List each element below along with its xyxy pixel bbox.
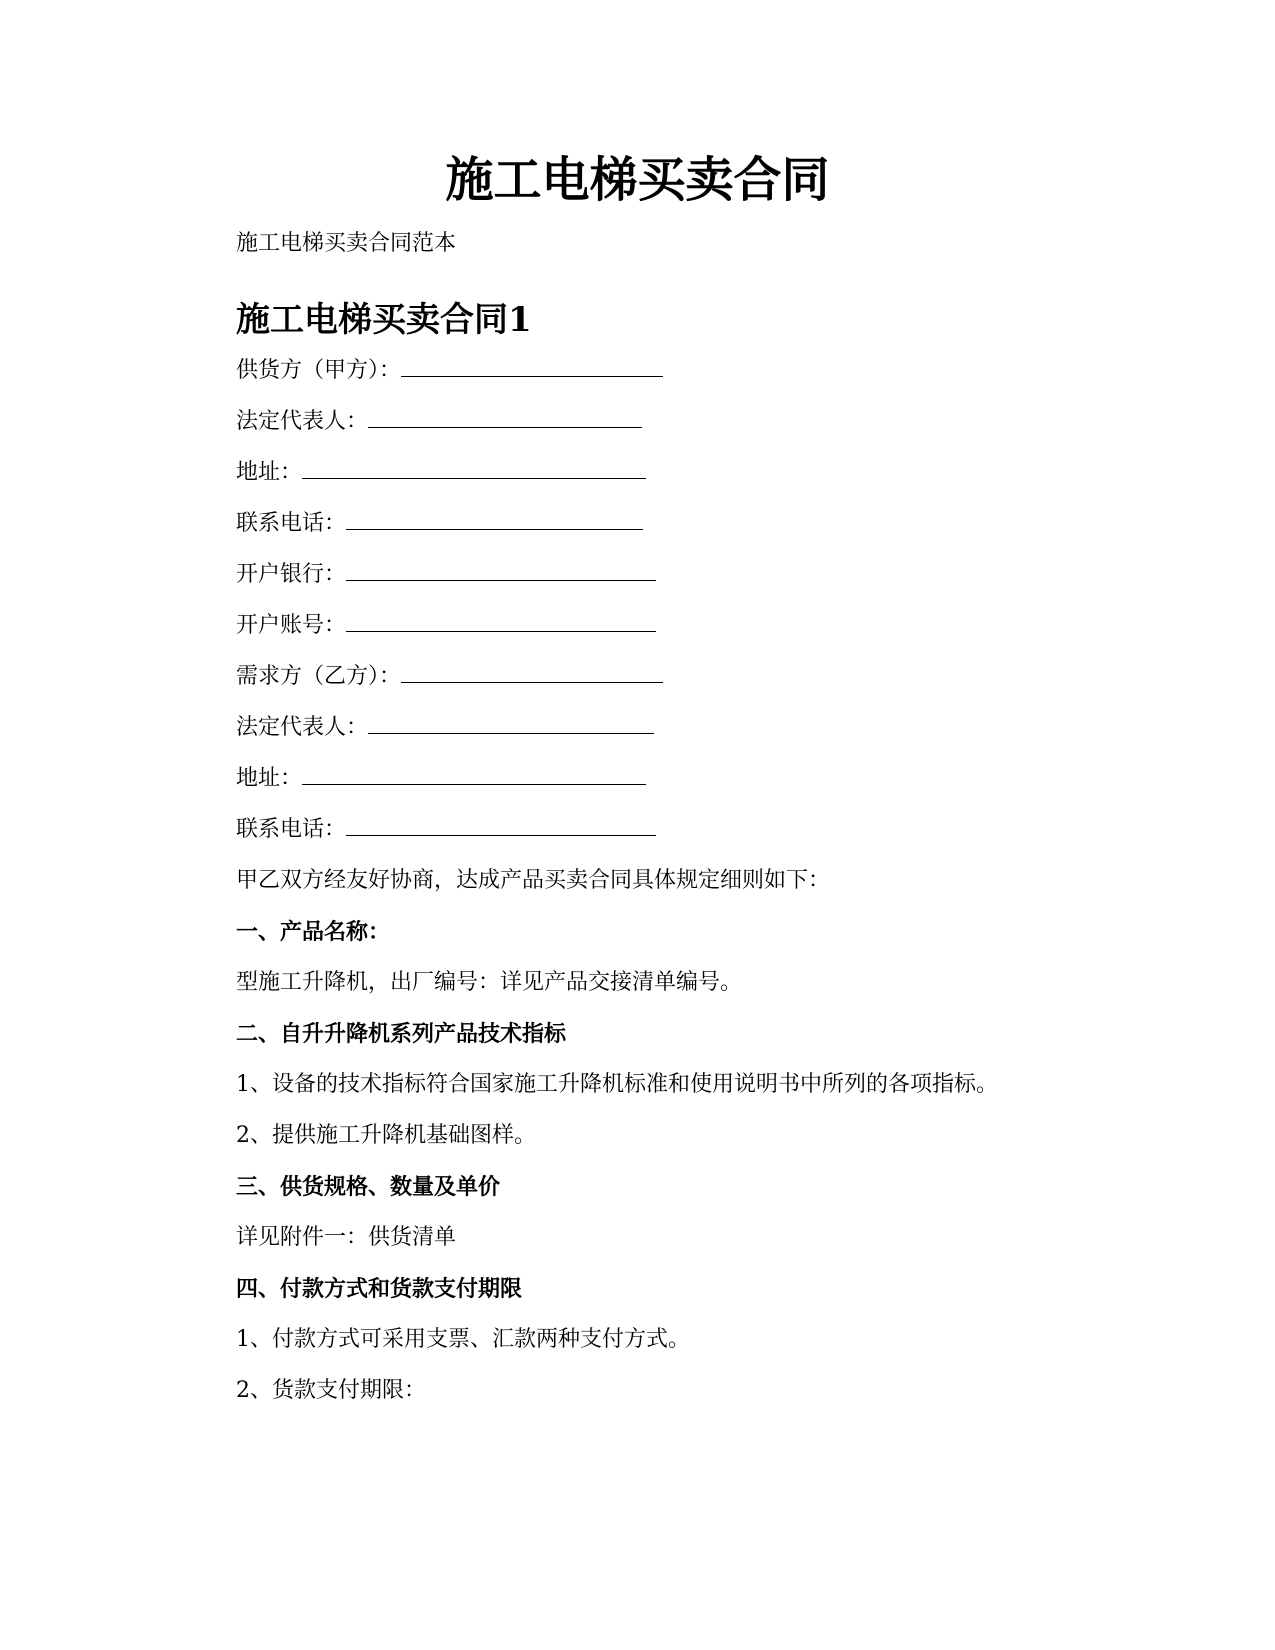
field-label: 地址： [236, 460, 303, 485]
field-label: 供货方（甲方）： [236, 358, 402, 383]
field-label: 地址： [236, 766, 303, 791]
section-2-item-1: 1、设备的技术指标符合国家施工升降机标准和使用说明书中所列的各项指标。 [236, 1072, 998, 1097]
field-supplier-rep [236, 407, 642, 437]
field-buyer-phone [236, 815, 656, 845]
field-label: 法定代表人： [236, 409, 369, 434]
field-buyer-rep [236, 713, 654, 743]
field-buyer-address [236, 764, 646, 794]
section-3-heading: 三、供货规格、数量及单价 [236, 1174, 501, 1200]
blank-line [368, 713, 654, 734]
section-2-heading: 二、自升升降机系列产品技术指标 [236, 1021, 567, 1047]
section-4-heading: 四、付款方式和货款支付期限 [236, 1276, 523, 1302]
field-supplier-address [236, 458, 646, 488]
field-supplier-account [236, 611, 656, 641]
field-buyer [236, 662, 663, 692]
section-2-item-2: 2、提供施工升降机基础图样。 [236, 1123, 536, 1148]
intro-paragraph: 甲乙双方经友好协商，达成产品买卖合同具体规定细则如下： [236, 868, 831, 893]
field-supplier-phone [236, 509, 643, 539]
field-label: 开户账号： [236, 613, 347, 638]
section-title: 施工电梯买卖合同1 [236, 300, 532, 340]
blank-line [368, 407, 642, 428]
document-title: 施工电梯买卖合同 [445, 152, 830, 208]
section-1-heading: 一、产品名称： [236, 919, 391, 945]
blank-line [346, 560, 656, 581]
blank-line [346, 815, 656, 836]
field-label: 联系电话： [236, 817, 347, 842]
blank-line [401, 356, 663, 377]
blank-line [346, 611, 656, 632]
field-label: 开户银行： [236, 562, 347, 587]
blank-line [302, 764, 646, 785]
field-supplier-bank [236, 560, 656, 590]
section-3-text: 详见附件一：供货清单 [236, 1225, 457, 1250]
blank-line [346, 509, 643, 530]
blank-line [401, 662, 663, 683]
document-subtitle: 施工电梯买卖合同范本 [236, 231, 457, 256]
field-label: 联系电话： [236, 511, 347, 536]
field-label: 需求方（乙方）： [236, 664, 402, 689]
section-4-item-2: 2、货款支付期限： [236, 1378, 426, 1403]
section-1-text: 型施工升降机，出厂编号：详见产品交接清单编号。 [236, 970, 743, 995]
field-supplier [236, 356, 663, 386]
section-4-item-1: 1、付款方式可采用支票、汇款两种支付方式。 [236, 1327, 690, 1352]
field-label: 法定代表人： [236, 715, 369, 740]
blank-line [302, 458, 646, 479]
